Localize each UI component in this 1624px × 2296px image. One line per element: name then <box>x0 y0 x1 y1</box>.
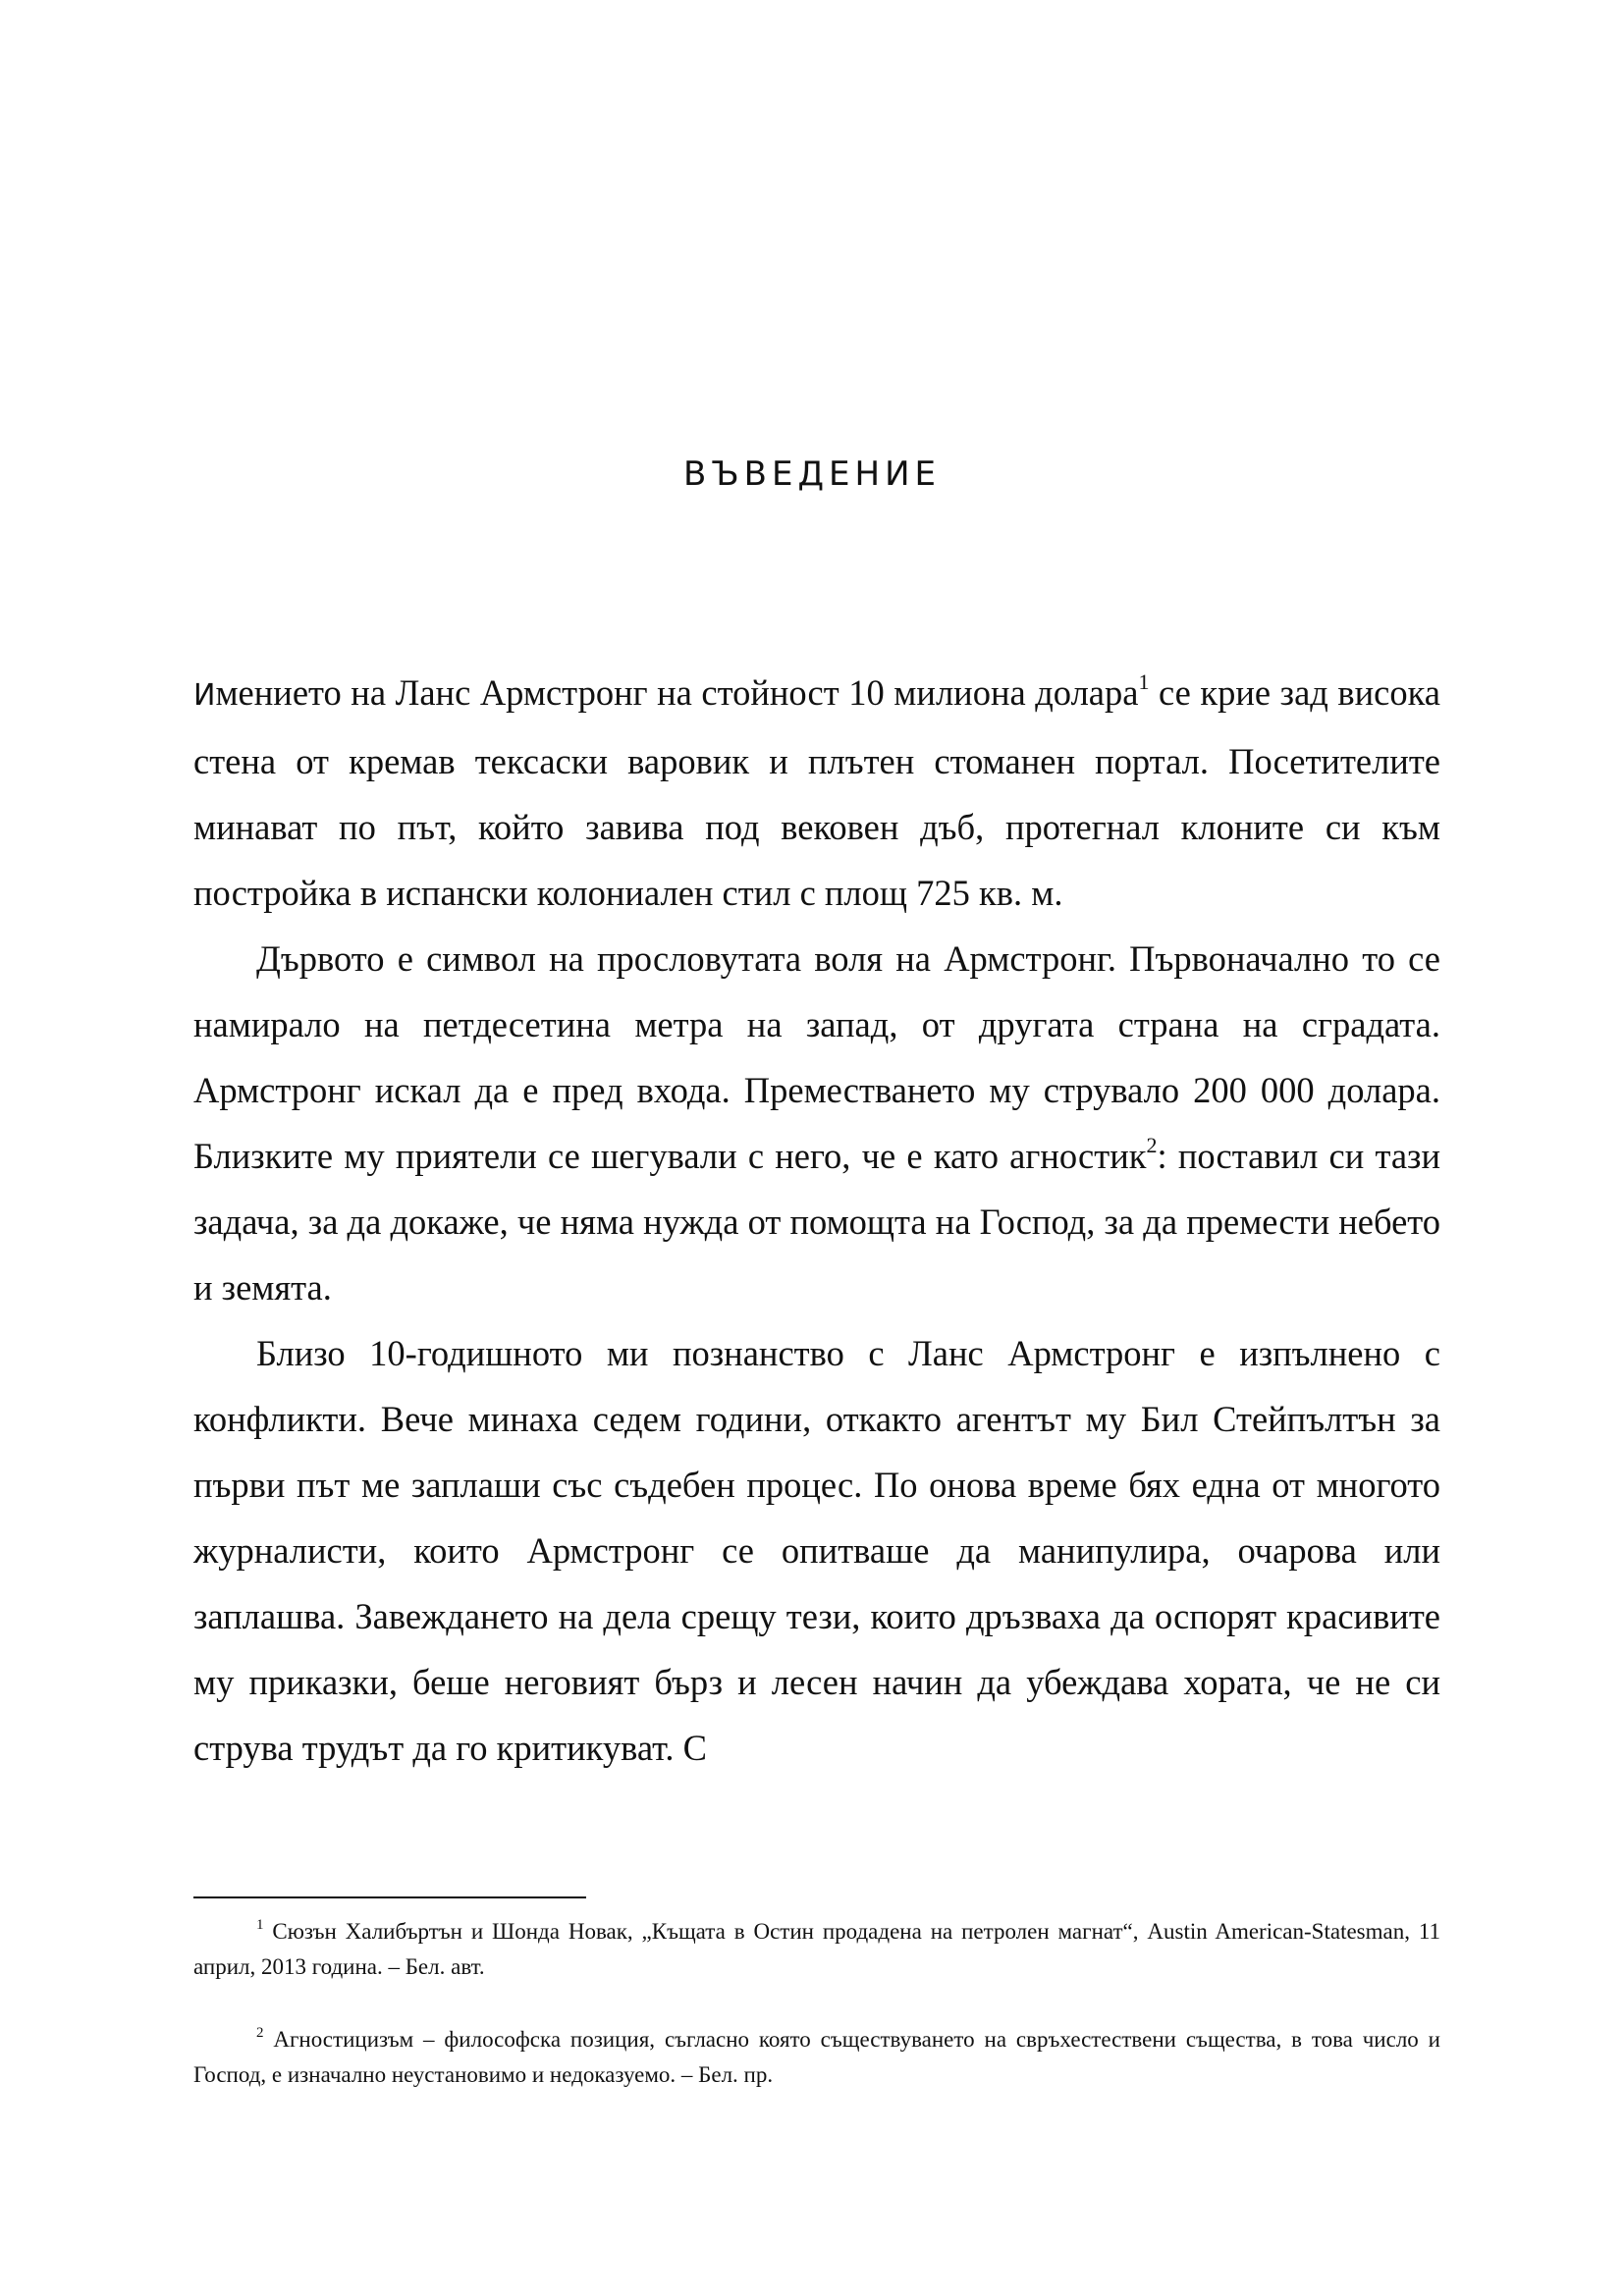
footnote-1 <box>193 1914 1440 1985</box>
footnote-1-text: Сюзън Халибъртън и Шонда Новак, „Къщата в Остин продадена на петролен магнат“, Austin American-Statesman, 11 април, 2013 година. – Бел. авт. <box>193 1919 1440 1979</box>
paragraph-2 <box>193 926 1440 1320</box>
footnote-2-text: Агностицизъм – философска позиция, съгласно която съществуването на свръхестествени същества, в това число и Господ, е изначално неустановимо и недоказуемо. – Бел. пр. <box>193 2027 1440 2087</box>
drop-cap: И <box>193 678 216 713</box>
footnote-2-number: 2 <box>256 2025 264 2041</box>
paragraph-1-text-a: мението на Ланс Армстронг на стойност 10 милиона долара <box>215 672 1139 713</box>
footnote-ref-2: 2 <box>1146 1133 1158 1157</box>
paragraph-3 <box>193 1320 1440 1781</box>
footnotes <box>193 1914 1440 2093</box>
footnote-2 <box>193 2022 1440 2093</box>
paragraph-3-text: Близо 10-годишното ми познанство с Ланс Армстронг е изпълнено с конфликти. Вече минаха седем години, откакто агентът му Бил Стейпълтън за първи път ме заплаши със съдебен процес. По онова време бях една от многото журналисти, които Армстронг се опитваше да манипулира, очарова или заплашва. Завеждането на дела срещу тези, които дръзваха да оспорят красивите му приказки, беше неговият бърз и лесен начин да убеждава хората, че не си струва трудът да го критикуват. С <box>193 1333 1440 1768</box>
footnote-ref-1: 1 <box>1138 669 1150 694</box>
paragraph-2-text-b: : поставил си тази задача, за да докаже, че няма нужда от помощта на Господ, за да премести небето и земята. <box>193 1136 1440 1308</box>
footnote-separator <box>193 1896 586 1898</box>
paragraph-1 <box>193 660 1440 926</box>
paragraph-2-text-a: Дървото е символ на прословутата воля на Армстронг. Първоначално то се намирало на петдесетина метра на запад, от другата страна на сградата. Армстронг искал да е пред входа. Преместването му струвало 200 000 долара. Близките му приятели се шегували с него, че е като агностик <box>193 938 1440 1176</box>
body-text <box>193 660 1440 1781</box>
footnote-1-number: 1 <box>256 1917 264 1933</box>
chapter-title: ВЪВЕДЕНИЕ <box>683 454 941 494</box>
paragraph-1-text-b: се крие зад висока стена от кремав тексаски варовик и плътен стоманен портал. Посетителите минават по път, който завива под вековен дъб, протегнал клоните си към постройка в испански колониален стил с площ 725 кв. м. <box>193 672 1440 913</box>
